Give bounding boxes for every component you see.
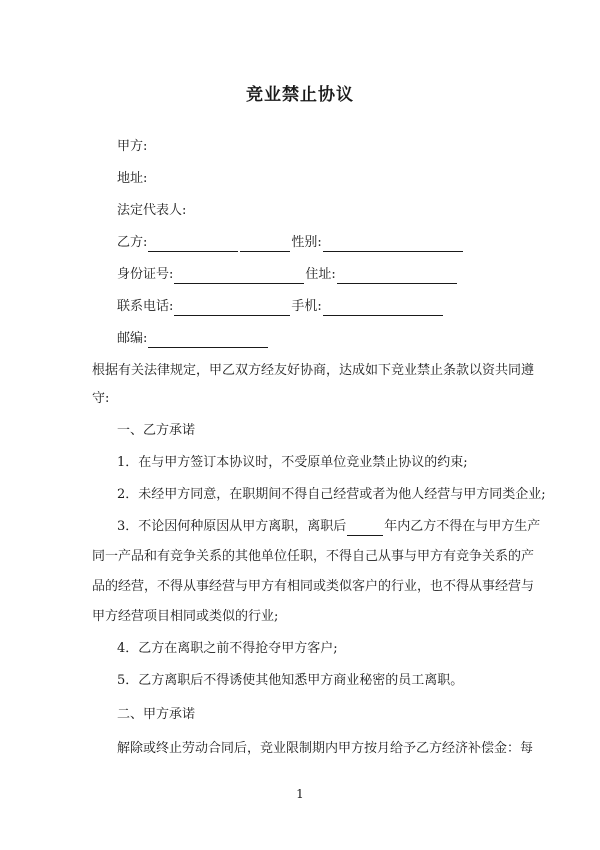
clause-item-3-line-4: 甲方经营项目相同或类似的行业; [92,609,279,624]
clause-item-2: 2．未经甲方同意，在职期间不得自己经营或者为他人经营与甲方同类企业; [117,487,546,502]
phone-blank[interactable] [174,301,290,316]
postcode-blank[interactable] [148,333,268,348]
residence-blank[interactable] [337,269,457,284]
party-b-name-blank[interactable] [148,237,238,252]
id-number-label: 身份证号: [117,267,174,282]
section-2-heading: 二、甲方承诺 [117,707,196,722]
id-number-row [117,266,458,284]
address-field [117,170,147,188]
clause-item-4: 4．乙方在离职之前不得抢夺甲方客户; [117,641,338,656]
clause-item-3-line-2: 同一产品和有竞争关系的其他单位任职，不得自己从事与甲方有竞争关系的产 [92,549,535,564]
years-blank[interactable] [347,521,383,536]
gender-blank[interactable] [323,237,463,252]
clause-item-5: 5．乙方离职后不得诱使其他知悉甲方商业秘密的员工离职。 [117,673,464,688]
section-1-heading: 一、乙方承诺 [117,423,196,438]
mobile-blank[interactable] [323,301,443,316]
residence-label: 住址: [305,267,336,282]
address-label: 地址: [117,171,148,186]
intro-line-1: 根据有关法律规定，甲乙双方经友好协商，达成如下竞业禁止条款以资共同遵 [92,363,535,378]
document-title: 竞业禁止协议 [246,85,354,105]
party-a-field [117,138,147,156]
clause-item-3-part-2: 年内乙方不得在与甲方生产 [384,519,541,534]
clause-item-1: 1．在与甲方签订本协议时，不受原单位竞业禁止协议的约束; [117,455,468,470]
party-a-label: 甲方: [117,139,148,154]
party-b-label: 乙方: [117,235,148,250]
legal-representative-field [117,202,186,220]
phone-row [117,298,444,316]
legal-representative-label: 法定代表人: [117,203,187,218]
page-number: 1 [296,787,304,801]
id-number-blank[interactable] [174,269,304,284]
section-2-line-1: 解除或终止劳动合同后，竞业限制期内甲方按月给予乙方经济补偿金：每 [117,741,534,756]
postcode-label: 邮编: [117,331,148,346]
gender-label: 性别: [291,235,322,250]
party-b-row [117,234,464,252]
clause-item-3-part-1: 3．不论因何种原因从甲方离职，离职后 [117,519,347,534]
clause-item-3-line-1 [117,518,540,536]
party-b-name-blank-2[interactable] [240,237,290,252]
phone-label: 联系电话: [117,299,174,314]
postcode-row [117,330,269,348]
intro-line-2: 守: [92,391,110,406]
mobile-label: 手机: [291,299,322,314]
clause-item-3-line-3: 品的经营，不得从事经营与甲方有相同或类似客户的行业，也不得从事经营与 [92,579,535,594]
